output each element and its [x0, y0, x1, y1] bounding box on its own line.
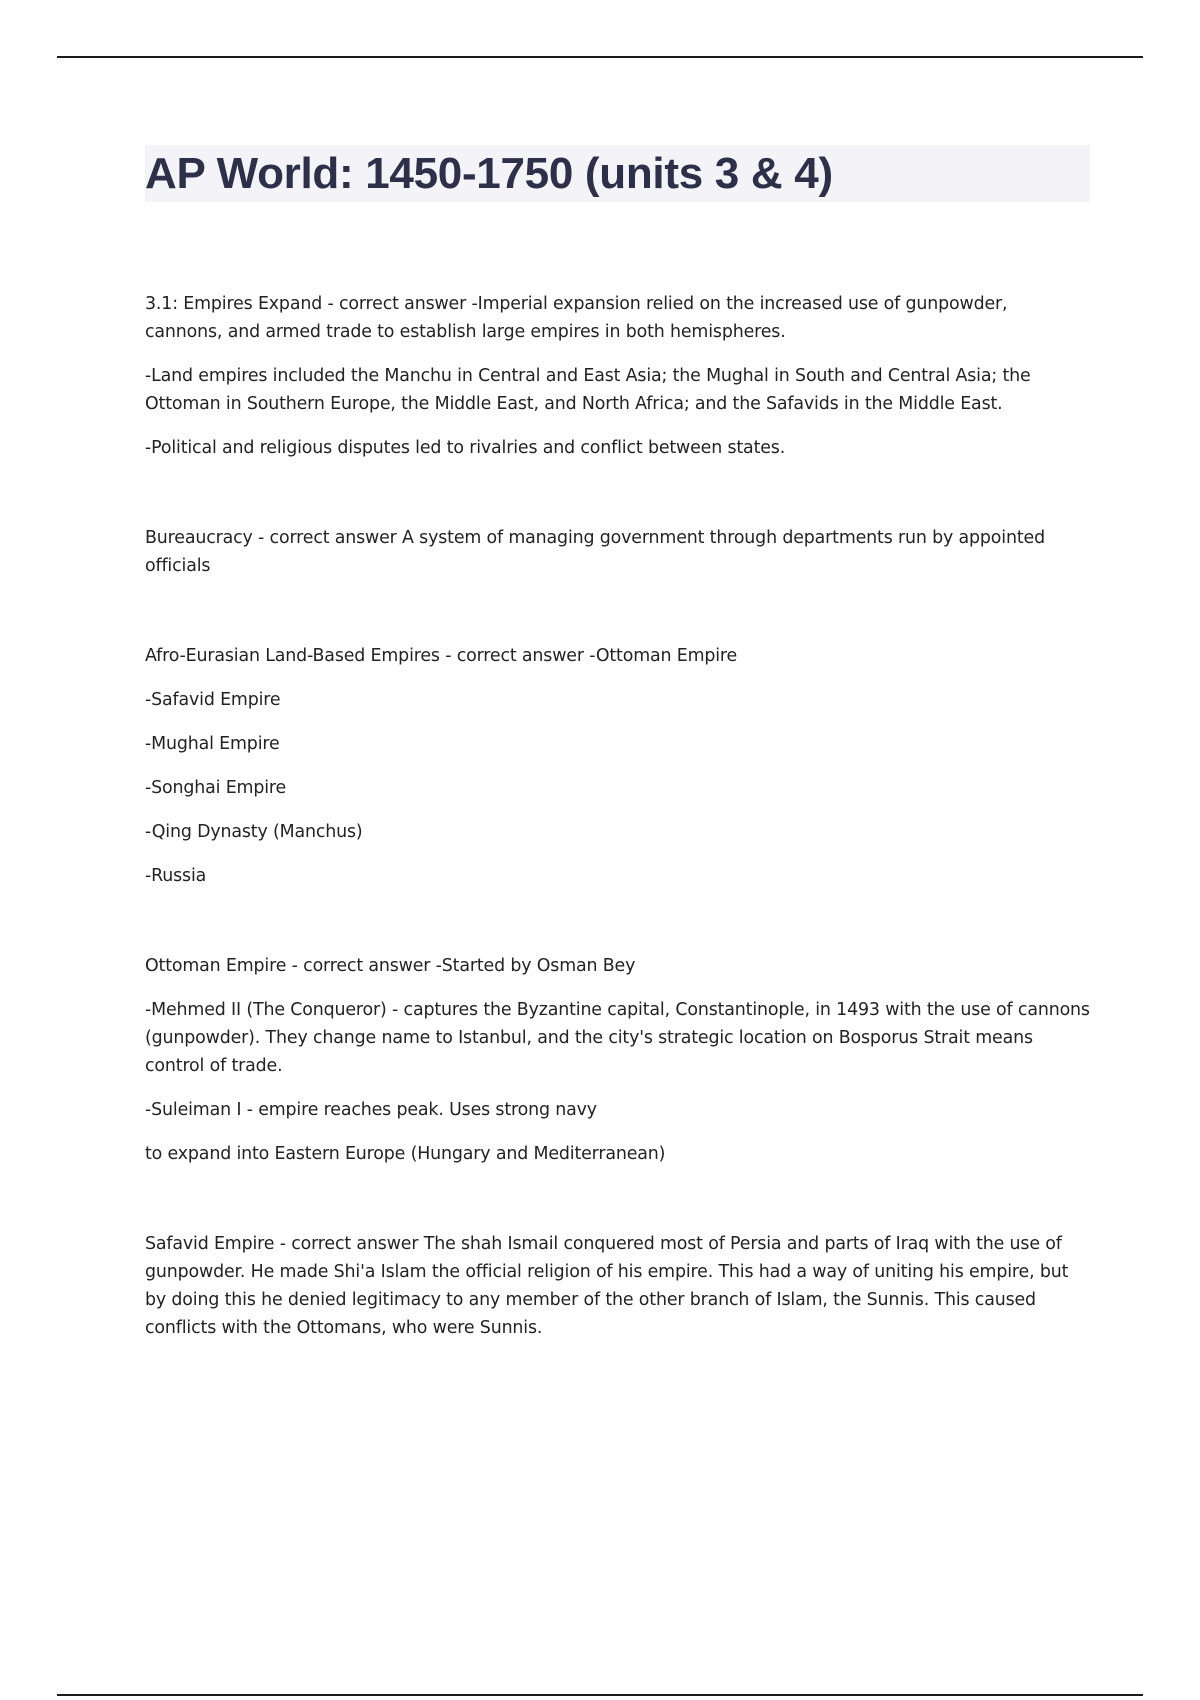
entry-line: 3.1: Empires Expand - correct answer -Imperial expansion relied on the increased use of gunpowder, cannons, and armed trade to establish large empires in both hemispheres. — [145, 294, 1008, 342]
entry-line: -Mehmed II (The Conqueror) - captures the Byzantine capital, Constantinople, in 1493 with the use of cannons (gunpowder). They change name to Istanbul, and the city's strategic location on Bosporus Strait means control of trade. — [145, 1000, 1090, 1076]
entry-line: -Qing Dynasty (Manchus) — [145, 822, 363, 842]
entry-line: -Songhai Empire — [145, 778, 287, 798]
entry-line: -Russia — [145, 866, 207, 886]
top-rule — [57, 56, 1143, 58]
entry-line: Afro-Eurasian Land-Based Empires - correct answer -Ottoman Empire — [145, 646, 738, 666]
entry-bureaucracy — [145, 524, 1090, 580]
entry-empires-expand — [145, 290, 1090, 462]
entry-line: -Mughal Empire — [145, 734, 280, 754]
entry-line: Ottoman Empire - correct answer -Started by Osman Bey — [145, 956, 636, 976]
entry-line: -Suleiman I - empire reaches peak. Uses strong navy — [145, 1100, 597, 1120]
entry-safavid-empire — [145, 1230, 1090, 1342]
entry-line: Safavid Empire - correct answer The shah Ismail conquered most of Persia and parts of Iraq with the use of gunpowder. He made Shi'a Islam the official religion of his empire. This had a way of uniting his empire, but by doing this he denied legitimacy to any member of the other branch of Islam, the Sunnis. This caused conflicts with the Ottomans, who were Sunnis. — [145, 1234, 1069, 1338]
entry-line: to expand into Eastern Europe (Hungary and Mediterranean) — [145, 1144, 666, 1164]
title-banner — [145, 145, 1090, 202]
entry-land-based-empires — [145, 642, 1090, 890]
document-body — [145, 145, 1090, 1404]
entry-line: Bureaucracy - correct answer A system of managing government through departments run by appointed officials — [145, 528, 1045, 576]
bottom-rule — [57, 1694, 1143, 1696]
entry-line: -Safavid Empire — [145, 690, 281, 710]
document-title: AP World: 1450-1750 (units 3 & 4) — [145, 148, 833, 198]
entry-line: -Land empires included the Manchu in Central and East Asia; the Mughal in South and Central Asia; the Ottoman in Southern Europe, the Middle East, and North Africa; and the Safavids in the Middle East. — [145, 366, 1031, 414]
entry-line: -Political and religious disputes led to rivalries and conflict between states. — [145, 438, 786, 458]
entry-ottoman-empire — [145, 952, 1090, 1168]
